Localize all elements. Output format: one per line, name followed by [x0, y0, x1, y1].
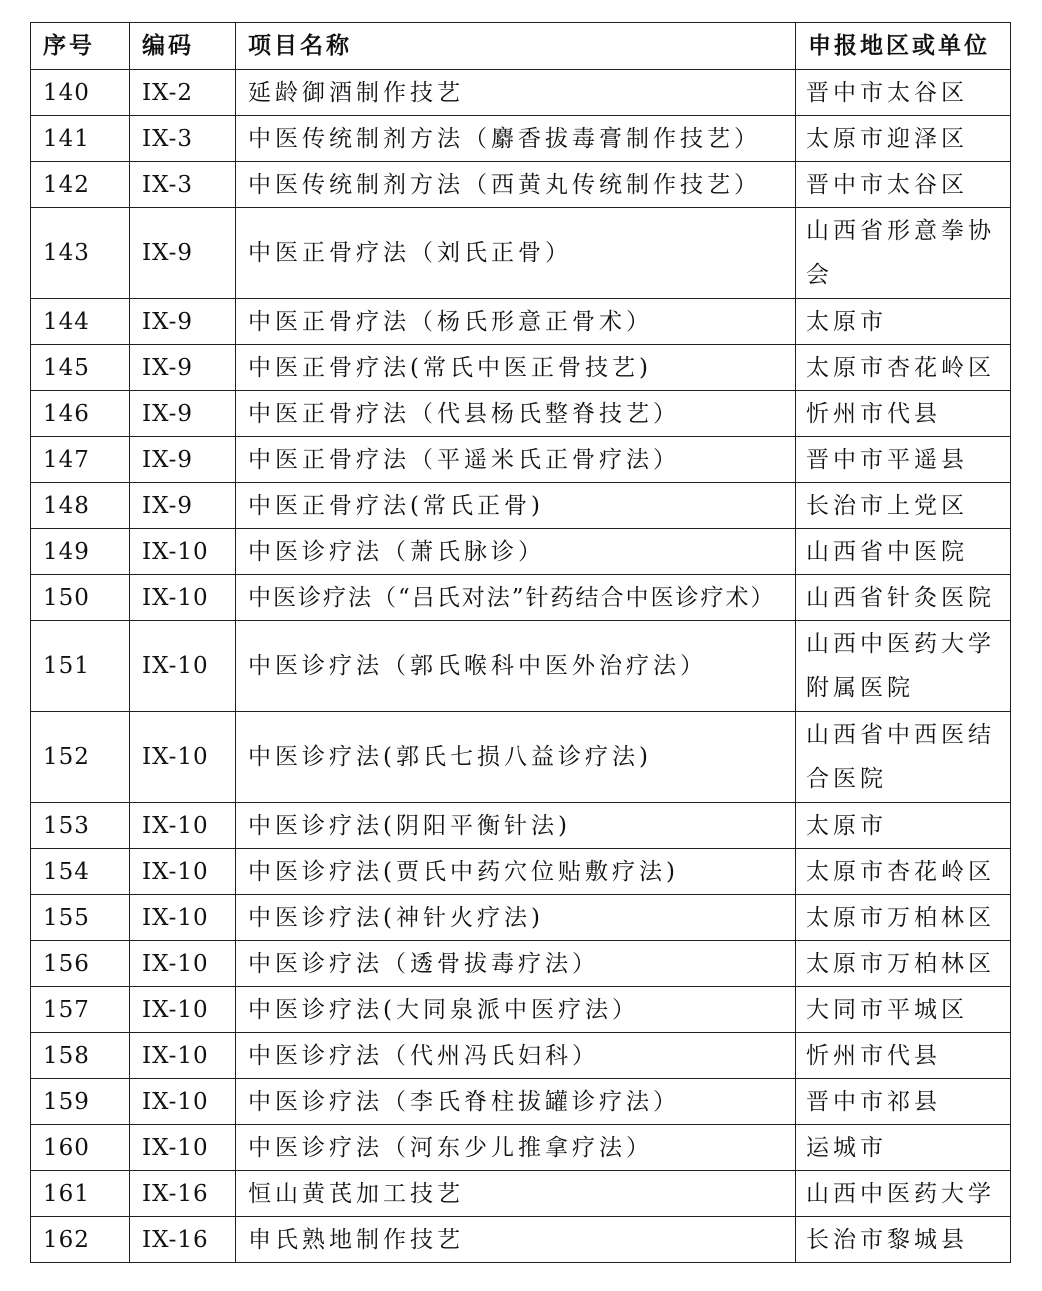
table-row: [31, 941, 1011, 987]
cell-seq: 161: [31, 1171, 130, 1217]
cell-unit: 山西中医药大学附属医院: [796, 621, 1011, 712]
cell-code: IX-3: [130, 116, 236, 162]
cell-seq: 143: [31, 208, 130, 299]
table-row: [31, 621, 1011, 712]
cell-name: 中医诊疗法(神针火疗法): [236, 895, 796, 941]
cell-name: 中医正骨疗法（平遥米氏正骨疗法）: [236, 437, 796, 483]
cell-seq: 152: [31, 712, 130, 803]
table-row: [31, 895, 1011, 941]
table-row: [31, 529, 1011, 575]
cell-seq: 159: [31, 1079, 130, 1125]
cell-code: IX-2: [130, 70, 236, 116]
cell-code: IX-10: [130, 849, 236, 895]
heritage-project-table: [30, 22, 1011, 1263]
cell-name: 中医正骨疗法（刘氏正骨）: [236, 208, 796, 299]
table-row: [31, 391, 1011, 437]
table-row: [31, 987, 1011, 1033]
cell-unit: 运城市: [796, 1125, 1011, 1171]
cell-name: 中医诊疗法（透骨拔毒疗法）: [236, 941, 796, 987]
cell-seq: 149: [31, 529, 130, 575]
cell-unit: 太原市万柏林区: [796, 895, 1011, 941]
cell-code: IX-10: [130, 529, 236, 575]
cell-name: 中医正骨疗法（代县杨氏整脊技艺）: [236, 391, 796, 437]
cell-name: 中医诊疗法（“吕氏对法”针药结合中医诊疗术）: [236, 575, 796, 621]
cell-code: IX-10: [130, 895, 236, 941]
cell-seq: 154: [31, 849, 130, 895]
cell-name: 中医诊疗法(大同泉派中医疗法）: [236, 987, 796, 1033]
header-code: 编码: [130, 23, 236, 70]
cell-code: IX-10: [130, 712, 236, 803]
table-row: [31, 1125, 1011, 1171]
table-row: [31, 712, 1011, 803]
cell-unit: 山西省中西医结合医院: [796, 712, 1011, 803]
cell-code: IX-3: [130, 162, 236, 208]
cell-name: 中医传统制剂方法（西黄丸传统制作技艺）: [236, 162, 796, 208]
cell-name: 申氏熟地制作技艺: [236, 1217, 796, 1263]
cell-unit: 太原市杏花岭区: [796, 345, 1011, 391]
cell-seq: 148: [31, 483, 130, 529]
table-row: [31, 849, 1011, 895]
table-row: [31, 208, 1011, 299]
table-row: [31, 1079, 1011, 1125]
cell-unit: 山西省中医院: [796, 529, 1011, 575]
cell-code: IX-10: [130, 621, 236, 712]
table-row: [31, 483, 1011, 529]
table-row: [31, 116, 1011, 162]
table-row: [31, 575, 1011, 621]
cell-unit: 忻州市代县: [796, 391, 1011, 437]
cell-seq: 156: [31, 941, 130, 987]
cell-name: 中医诊疗法（代州冯氏妇科）: [236, 1033, 796, 1079]
cell-name: 中医诊疗法（萧氏脉诊）: [236, 529, 796, 575]
table-row: [31, 1171, 1011, 1217]
cell-unit: 晋中市太谷区: [796, 162, 1011, 208]
cell-name: 中医正骨疗法（杨氏形意正骨术）: [236, 299, 796, 345]
cell-seq: 151: [31, 621, 130, 712]
cell-unit: 太原市杏花岭区: [796, 849, 1011, 895]
cell-name: 中医传统制剂方法（麝香拔毒膏制作技艺）: [236, 116, 796, 162]
cell-code: IX-10: [130, 1079, 236, 1125]
cell-seq: 155: [31, 895, 130, 941]
cell-seq: 146: [31, 391, 130, 437]
cell-unit: 晋中市平遥县: [796, 437, 1011, 483]
table-row: [31, 345, 1011, 391]
cell-name: 中医诊疗法(贾氏中药穴位贴敷疗法): [236, 849, 796, 895]
cell-name: 中医诊疗法（李氏脊柱拔罐诊疗法）: [236, 1079, 796, 1125]
cell-code: IX-10: [130, 575, 236, 621]
cell-unit: 山西省针灸医院: [796, 575, 1011, 621]
cell-seq: 141: [31, 116, 130, 162]
cell-seq: 150: [31, 575, 130, 621]
cell-unit: 晋中市祁县: [796, 1079, 1011, 1125]
cell-code: IX-16: [130, 1171, 236, 1217]
table-header-row: [31, 23, 1011, 70]
cell-name: 中医正骨疗法(常氏中医正骨技艺): [236, 345, 796, 391]
cell-seq: 145: [31, 345, 130, 391]
cell-code: IX-16: [130, 1217, 236, 1263]
cell-code: IX-10: [130, 1033, 236, 1079]
cell-unit: 晋中市太谷区: [796, 70, 1011, 116]
table-row: [31, 803, 1011, 849]
cell-seq: 162: [31, 1217, 130, 1263]
cell-name: 恒山黄芪加工技艺: [236, 1171, 796, 1217]
cell-code: IX-9: [130, 345, 236, 391]
cell-unit: 忻州市代县: [796, 1033, 1011, 1079]
cell-unit: 山西省形意拳协会: [796, 208, 1011, 299]
cell-seq: 147: [31, 437, 130, 483]
cell-code: IX-9: [130, 391, 236, 437]
cell-name: 中医正骨疗法(常氏正骨): [236, 483, 796, 529]
cell-unit: 太原市: [796, 803, 1011, 849]
table-row: [31, 1033, 1011, 1079]
cell-unit: 山西中医药大学: [796, 1171, 1011, 1217]
cell-code: IX-9: [130, 299, 236, 345]
cell-code: IX-10: [130, 941, 236, 987]
cell-unit: 太原市迎泽区: [796, 116, 1011, 162]
table-row: [31, 162, 1011, 208]
cell-name: 中医诊疗法（河东少儿推拿疗法）: [236, 1125, 796, 1171]
cell-seq: 160: [31, 1125, 130, 1171]
header-seq: 序号: [31, 23, 130, 70]
cell-unit: 长治市黎城县: [796, 1217, 1011, 1263]
cell-unit: 长治市上党区: [796, 483, 1011, 529]
cell-code: IX-10: [130, 987, 236, 1033]
cell-seq: 142: [31, 162, 130, 208]
table-row: [31, 299, 1011, 345]
cell-name: 延龄御酒制作技艺: [236, 70, 796, 116]
header-name: 项目名称: [236, 23, 796, 70]
table-row: [31, 1217, 1011, 1263]
cell-code: IX-9: [130, 208, 236, 299]
cell-name: 中医诊疗法（郭氏喉科中医外治疗法）: [236, 621, 796, 712]
cell-unit: 太原市: [796, 299, 1011, 345]
cell-code: IX-10: [130, 1125, 236, 1171]
cell-seq: 157: [31, 987, 130, 1033]
cell-seq: 158: [31, 1033, 130, 1079]
cell-seq: 140: [31, 70, 130, 116]
table-row: [31, 437, 1011, 483]
cell-name: 中医诊疗法(阴阳平衡针法): [236, 803, 796, 849]
header-unit: 申报地区或单位: [796, 23, 1011, 70]
table-row: [31, 70, 1011, 116]
cell-code: IX-9: [130, 483, 236, 529]
cell-seq: 144: [31, 299, 130, 345]
cell-name: 中医诊疗法(郭氏七损八益诊疗法): [236, 712, 796, 803]
cell-unit: 大同市平城区: [796, 987, 1011, 1033]
cell-seq: 153: [31, 803, 130, 849]
cell-unit: 太原市万柏林区: [796, 941, 1011, 987]
cell-code: IX-9: [130, 437, 236, 483]
cell-code: IX-10: [130, 803, 236, 849]
